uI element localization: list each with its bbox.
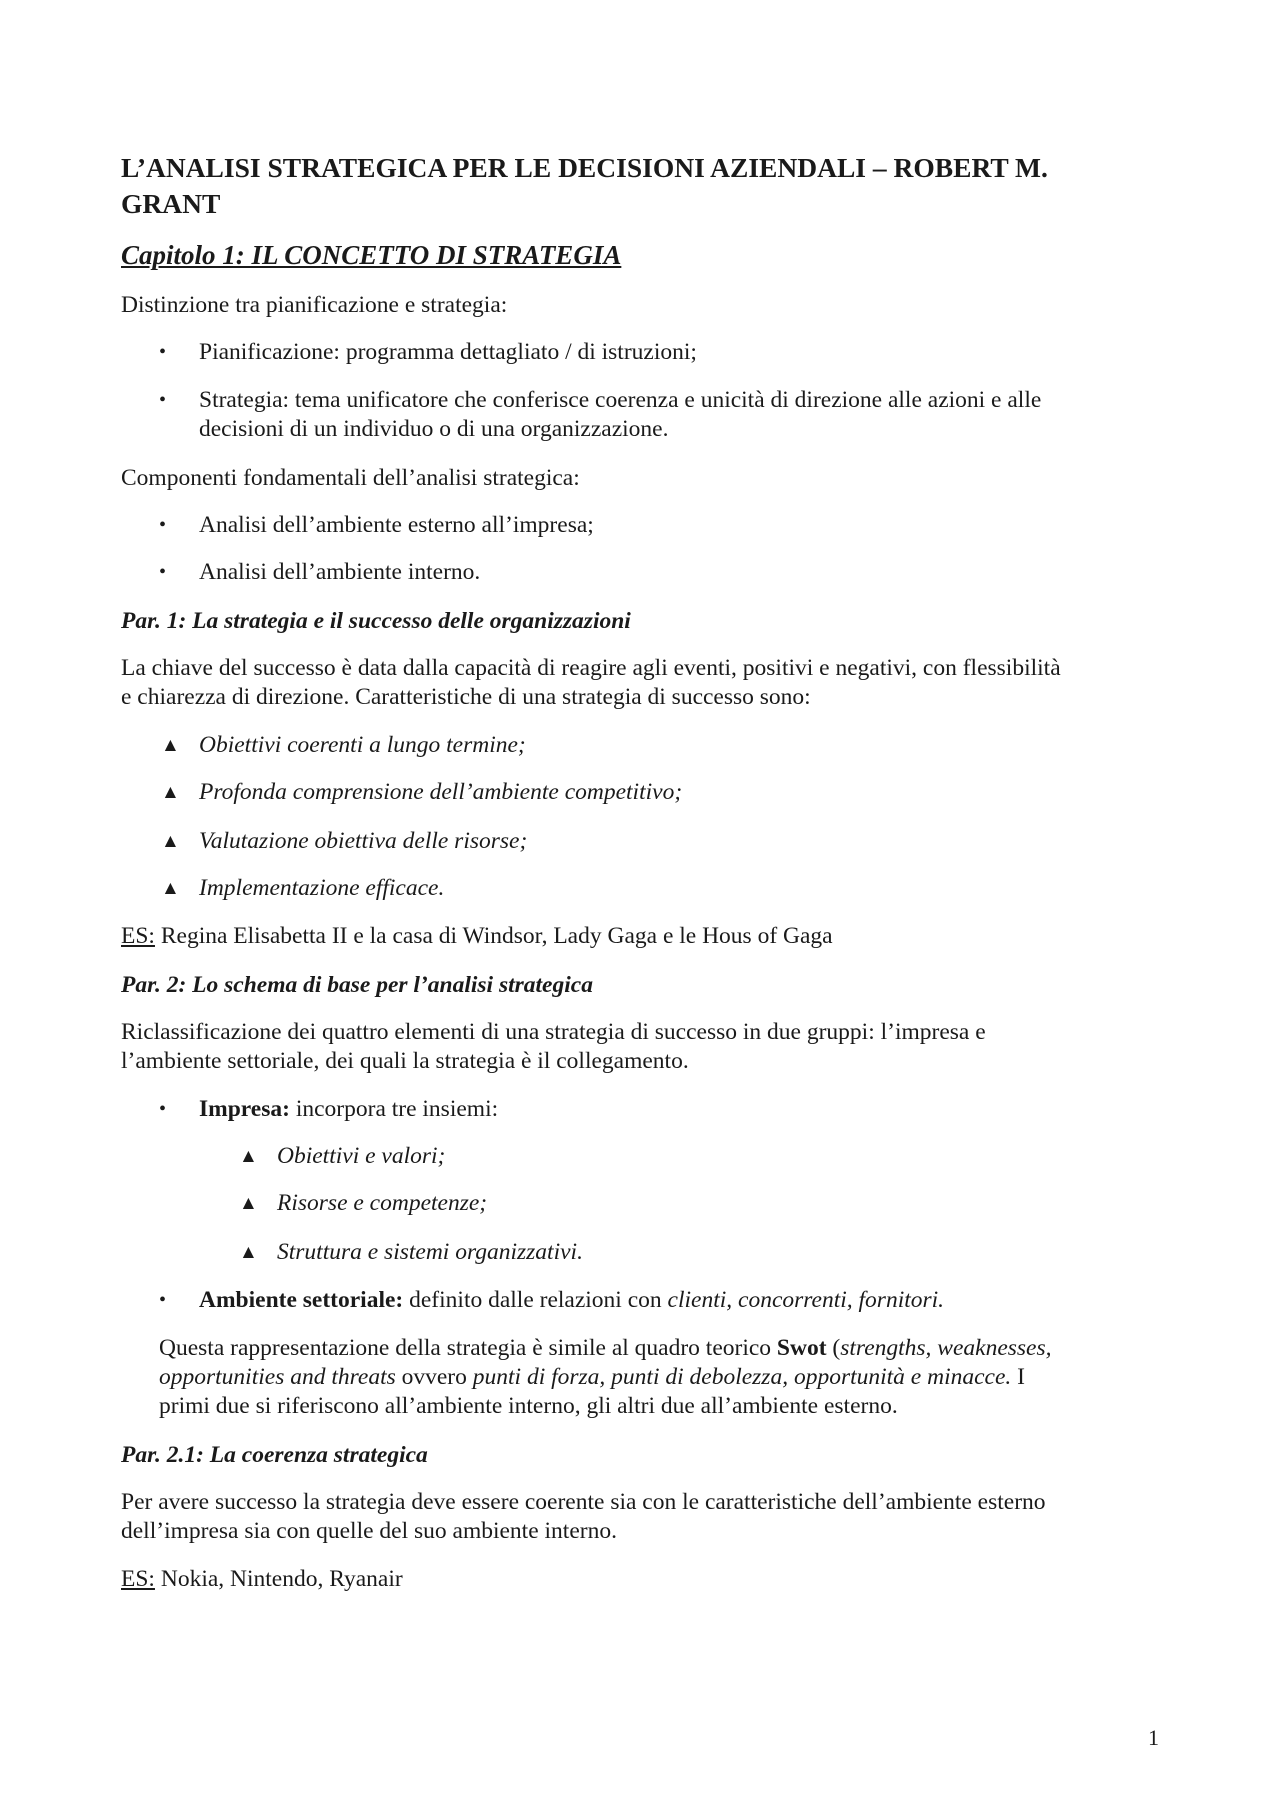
impresa-label: Impresa: — [199, 1096, 290, 1122]
swot2-text-d: I — [1011, 1364, 1025, 1390]
chapter-heading: Capitolo 1: IL CONCETTO DI STRATEGIA — [121, 240, 622, 270]
swot2-text-b: ovvero — [395, 1364, 473, 1390]
paragraph-swot-line-2 — [159, 1362, 1025, 1393]
paragraph-componenti: Componenti fondamentali dell’analisi strategica: — [121, 465, 580, 491]
triangle-bullet-icon: ▲ — [239, 1146, 258, 1167]
impresa-text: incorpora tre insiemi: — [289, 1096, 499, 1122]
document-title-line-2: GRANT — [121, 188, 221, 219]
example-label: ES: — [121, 923, 155, 949]
list-item-obiettivi: Obiettivi coerenti a lungo termine; — [199, 732, 526, 758]
list-item-impresa — [199, 1094, 498, 1125]
triangle-bullet-icon: ▲ — [239, 1193, 258, 1214]
list-item-strategia-line-1: Strategia: tema unificatore che conferisce coerenza e unicità di direzione alle azioni e alle — [199, 387, 1042, 413]
sublist-item-obiettivi-valori: Obiettivi e valori; — [277, 1143, 446, 1169]
bullet-marker: • — [159, 341, 167, 363]
paragraph-coerenza-line-1: Per avere successo la strategia deve essere coerente sia con le caratteristiche dell’ambiente esterno — [121, 1489, 1046, 1515]
bullet-marker: • — [159, 561, 167, 583]
list-item-strategia-line-2: decisioni di un individuo o di una organizzazione. — [199, 416, 669, 442]
list-item-ambiente-esterno: Analisi dell’ambiente esterno all’impresa; — [199, 512, 594, 538]
triangle-bullet-icon: ▲ — [161, 831, 180, 852]
list-item-pianificazione: Pianificazione: programma dettagliato / di istruzioni; — [199, 339, 697, 365]
paragraph-coerenza-line-2: dell’impresa sia con quelle del suo ambiente interno. — [121, 1518, 617, 1544]
triangle-bullet-icon: ▲ — [161, 735, 180, 756]
document-title-line-1: L’ANALISI STRATEGICA PER LE DECISIONI AZIENDALI – ROBERT M. — [121, 152, 1048, 183]
sublist-item-struttura: Struttura e sistemi organizzativi. — [277, 1239, 583, 1265]
paragraph-successo-line-2: e chiarezza di direzione. Caratteristiche di una strategia di successo sono: — [121, 684, 811, 710]
list-item-comprensione: Profonda comprensione dell’ambiente competitivo; — [199, 779, 683, 805]
swot2-italic-c: punti di forza, punti di debolezza, opportunità e minacce. — [472, 1364, 1012, 1390]
ambiente-italic: clienti, concorrenti, fornitori. — [667, 1287, 945, 1313]
triangle-bullet-icon: ▲ — [239, 1242, 258, 1263]
triangle-bullet-icon: ▲ — [161, 878, 180, 899]
bullet-marker: • — [159, 389, 167, 411]
bullet-marker: • — [159, 1289, 167, 1311]
sublist-item-risorse: Risorse e competenze; — [277, 1190, 488, 1216]
paragraph-swot-line-1 — [159, 1333, 1052, 1364]
swot-text-c: ( — [826, 1335, 841, 1361]
triangle-bullet-icon: ▲ — [161, 782, 180, 803]
paragraph-riclassificazione-line-2: l’ambiente settoriale, dei quali la strategia è il collegamento. — [121, 1048, 689, 1074]
list-item-ambiente-interno: Analisi dell’ambiente interno. — [199, 559, 481, 585]
bullet-marker: • — [159, 514, 167, 536]
paragraph-swot-line-3: primi due si riferiscono all’ambiente interno, gli altri due all’ambiente esterno. — [159, 1393, 898, 1419]
example-line-1 — [121, 921, 833, 952]
swot-italic-d: strengths, weaknesses, — [840, 1335, 1052, 1361]
swot-bold: Swot — [776, 1335, 827, 1361]
example-text: Nokia, Nintendo, Ryanair — [154, 1566, 403, 1592]
section-heading-par-1: Par. 1: La strategia e il successo delle organizzazioni — [121, 608, 631, 634]
paragraph-riclassificazione-line-1: Riclassificazione dei quattro elementi di una strategia di successo in due gruppi: l’impresa e — [121, 1019, 986, 1045]
example-text: Regina Elisabetta II e la casa di Windsor, Lady Gaga e le Hous of Gaga — [154, 923, 833, 949]
paragraph-successo-line-1: La chiave del successo è data dalla capacità di reagire agli eventi, positivi e negativi, con flessibilità — [121, 655, 1061, 681]
ambiente-text: definito dalle relazioni con — [403, 1287, 668, 1313]
swot2-italic-a: opportunities and threats — [159, 1364, 396, 1390]
section-heading-par-2-1: Par. 2.1: La coerenza strategica — [121, 1442, 428, 1468]
list-item-implementazione: Implementazione efficace. — [199, 875, 445, 901]
list-item-ambiente-settoriale — [199, 1285, 944, 1316]
swot-text-a: Questa rappresentazione della strategia è simile al quadro teorico — [159, 1335, 777, 1361]
list-item-valutazione: Valutazione obiettiva delle risorse; — [199, 828, 528, 854]
example-line-2 — [121, 1564, 403, 1595]
ambiente-label: Ambiente settoriale: — [199, 1287, 404, 1313]
example-label: ES: — [121, 1566, 155, 1592]
bullet-marker: • — [159, 1098, 167, 1120]
section-heading-par-2: Par. 2: Lo schema di base per l’analisi strategica — [121, 972, 593, 998]
paragraph-distinzione: Distinzione tra pianificazione e strategia: — [121, 292, 508, 318]
page-number: 1 — [1148, 1725, 1159, 1750]
